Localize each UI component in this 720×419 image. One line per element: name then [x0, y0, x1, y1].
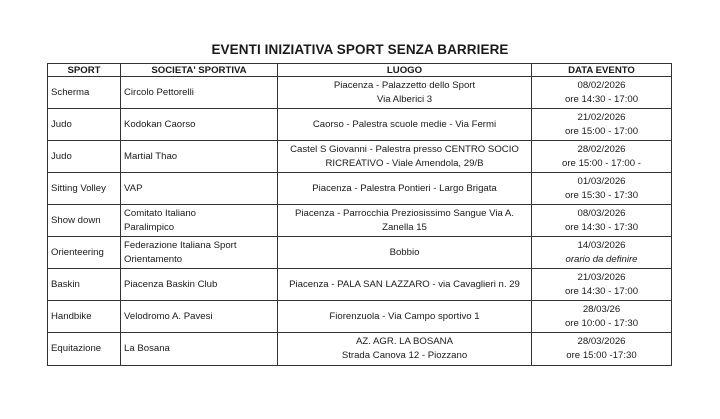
data-date: 01/03/2026: [577, 175, 626, 187]
luogo-line: Piacenza - Palazzetto dello Sport: [333, 79, 476, 91]
header-sport: SPORT: [48, 64, 121, 77]
data-time: ore 15:30 - 17:30: [564, 189, 639, 201]
cell-societa: [121, 141, 278, 173]
cell-societa: [121, 77, 278, 109]
cell-sport: Orienteering: [48, 237, 121, 269]
cell-luogo: [278, 109, 532, 141]
table-row: [48, 333, 672, 366]
luogo-line: Fiorenzuola - Via Campo sportivo 1: [329, 310, 480, 322]
table-row: [48, 173, 672, 205]
societa-line: Comitato Italiano: [124, 207, 196, 219]
table-row: [48, 77, 672, 109]
luogo-line: Caorso - Palestra scuole medie - Via Fermi: [312, 118, 497, 130]
cell-luogo: [278, 173, 532, 205]
cell-luogo: [278, 141, 532, 173]
societa-line: Circolo Pettorelli: [124, 86, 194, 98]
data-date: 28/03/2026: [577, 336, 626, 347]
cell-sport: Handbike: [48, 301, 121, 333]
data-date: 14/03/2026: [577, 239, 626, 251]
societa-line: Orientamento: [124, 253, 183, 265]
luogo-line: Piacenza - Palestra Pontieri - Largo Brigata: [312, 182, 497, 194]
cell-data: [532, 109, 672, 141]
societa-line: Federazione Italiana Sport: [124, 239, 237, 251]
cell-societa: [121, 333, 278, 366]
luogo-line: Piacenza - Parrocchia Preziosissimo Sangue Via A.: [295, 207, 514, 219]
cell-data: [532, 269, 672, 301]
cell-luogo: [278, 237, 532, 269]
data-time: ore 10:00 - 17:30: [564, 317, 639, 329]
societa-line: La Bosana: [124, 343, 170, 354]
societa-line: Kodokan Caorso: [124, 118, 196, 130]
luogo-line: Strada Canova 12 - Piozzano: [341, 350, 468, 361]
societa-line: VAP: [124, 182, 143, 194]
cell-sport: Baskin: [48, 269, 121, 301]
cell-luogo: [278, 269, 532, 301]
header-luogo: LUOGO: [278, 64, 532, 77]
luogo-line: Zanella 15: [382, 221, 427, 233]
data-date: 08/02/2026: [577, 79, 626, 91]
cell-sport: Sitting Volley: [48, 173, 121, 205]
table-row: [48, 269, 672, 301]
cell-data: [532, 205, 672, 237]
cell-sport: Judo: [48, 109, 121, 141]
cell-luogo: [278, 77, 532, 109]
cell-sport: Judo: [48, 141, 121, 173]
data-time: ore 15:00 -17:30: [566, 350, 637, 361]
cell-data: [532, 141, 672, 173]
cell-data: [532, 237, 672, 269]
cell-sport: Scherma: [48, 77, 121, 109]
cell-luogo: [278, 205, 532, 237]
header-societa: SOCIETA' SPORTIVA: [121, 64, 278, 77]
cell-societa: [121, 173, 278, 205]
cell-societa: [121, 269, 278, 301]
page-title: EVENTI INIZIATIVA SPORT SENZA BARRIERE: [211, 42, 509, 57]
cell-data: [532, 333, 672, 366]
data-date: 28/02/2026: [577, 143, 626, 155]
luogo-line: AZ. AGR. LA BOSANA: [355, 336, 454, 347]
societa-line: Velodromo A. Pavesi: [124, 310, 213, 322]
data-time: ore 14:30 - 17:00: [564, 285, 639, 297]
cell-sport: Show down: [48, 205, 121, 237]
cell-sport: Equitazione: [48, 333, 121, 366]
table-row: [48, 301, 672, 333]
table-body: [48, 77, 672, 366]
luogo-line: Piacenza - PALA SAN LAZZARO - via Cavaglieri n. 29: [289, 278, 520, 290]
data-date: 21/03/2026: [577, 271, 626, 283]
luogo-line: Castel S Giovanni - Palestra presso CENTRO SOCIO: [290, 143, 519, 155]
cell-luogo: [278, 333, 532, 366]
societa-line: Martial Thao: [124, 150, 178, 162]
table-row: [48, 205, 672, 237]
societa-line: Paralimpico: [124, 221, 175, 233]
data-date: 08/03/2026: [577, 207, 626, 219]
events-table: [47, 63, 672, 366]
header-data: DATA EVENTO: [532, 64, 672, 77]
table-row: [48, 109, 672, 141]
cell-data: [532, 173, 672, 205]
header-row: [48, 64, 672, 77]
luogo-line: RICREATIVO - Viale Amendola, 29/B: [325, 157, 484, 169]
data-date: 28/03/26: [582, 303, 621, 315]
societa-line: Piacenza Baskin Club: [124, 278, 218, 290]
cell-societa: [121, 301, 278, 333]
data-time: ore 15:00 - 17:00: [564, 125, 639, 137]
cell-societa: [121, 205, 278, 237]
cell-societa: [121, 237, 278, 269]
table-row: [48, 141, 672, 173]
cell-societa: [121, 109, 278, 141]
data-time: ore 15:00 - 17:00 -: [562, 157, 641, 169]
data-time: orario da definire: [565, 253, 638, 265]
cell-luogo: [278, 301, 532, 333]
data-time: ore 14:30 - 17:00: [564, 93, 639, 105]
luogo-line: Via Alberici 3: [376, 93, 433, 105]
cell-data: [532, 301, 672, 333]
data-time: ore 14:30 - 17:30: [564, 221, 639, 233]
data-date: 21/02/2026: [577, 111, 626, 123]
table-row: [48, 237, 672, 269]
cell-data: [532, 77, 672, 109]
luogo-line: Bobbio: [389, 246, 420, 258]
